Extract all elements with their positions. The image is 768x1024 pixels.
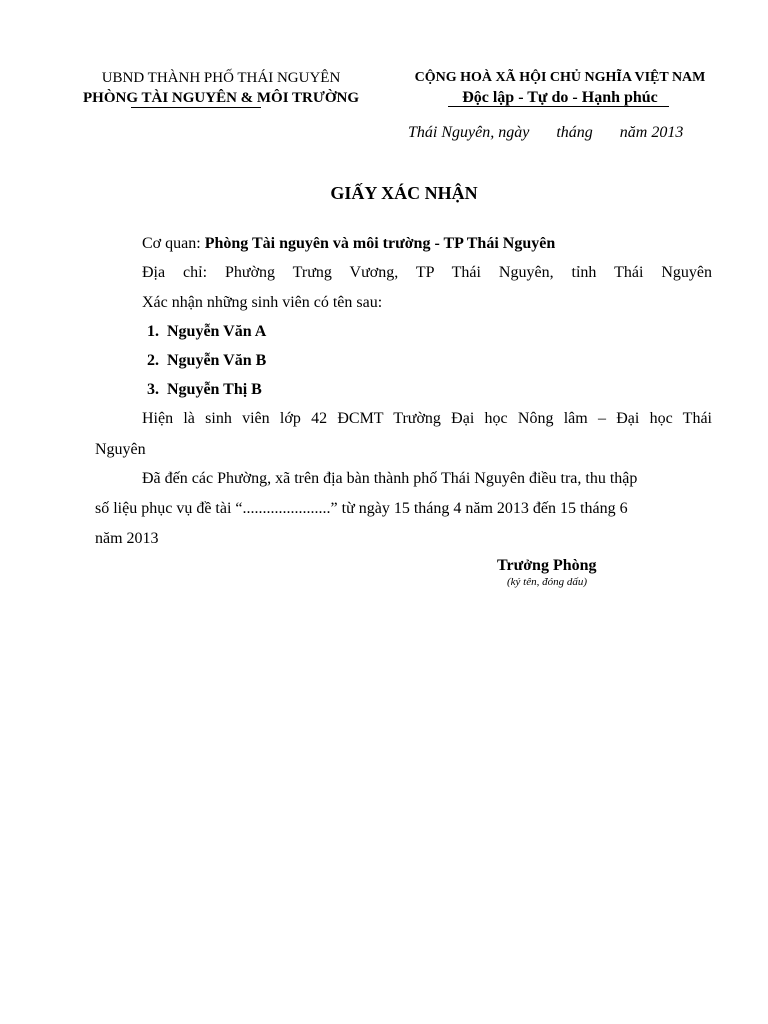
national-header xyxy=(394,68,726,108)
student-item-3 xyxy=(147,381,262,399)
document-title: GIẤY XÁC NHẬN xyxy=(330,183,478,203)
address-line: Địa chỉ: Phường Trưng Vương, TP Thái Nguyên, tỉnh Thái Nguyên xyxy=(142,264,712,281)
motto-underline xyxy=(448,106,669,107)
student-name: Nguyễn Thị B xyxy=(167,381,262,398)
student-number: 1. xyxy=(147,323,159,340)
student-item-1 xyxy=(147,323,266,341)
date-month-label: tháng xyxy=(556,124,593,141)
date-day-label: Thái Nguyên, ngày xyxy=(408,124,530,141)
student-number: 2. xyxy=(147,352,159,369)
survey-line-2: số liệu phục vụ đề tài “......................” từ ngày 15 tháng 4 năm 2013 đến 15 tháng 6 xyxy=(95,500,628,517)
date-year-label: năm 2013 xyxy=(619,124,684,141)
student-item-2 xyxy=(147,352,266,370)
issuer-department: PHÒNG TÀI NGUYÊN & MÔI TRƯỜNG xyxy=(83,90,359,106)
signer-title: Trưởng Phòng xyxy=(497,557,597,574)
agency-value: Phòng Tài nguyên và môi trường - TP Thái Nguyên xyxy=(204,235,556,252)
issuer-underline xyxy=(131,107,261,108)
signature-note: (ký tên, đóng dấu) xyxy=(507,576,588,588)
confirm-line: Xác nhận những sinh viên có tên sau: xyxy=(142,294,383,311)
survey-line-3: năm 2013 xyxy=(95,530,159,547)
national-motto: Độc lập - Tự do - Hạnh phúc xyxy=(462,89,658,106)
student-name: Nguyễn Văn A xyxy=(167,323,267,340)
class-line-1: Hiện là sinh viên lớp 42 ĐCMT Trường Đại học Nông lâm – Đại học Thái xyxy=(142,410,712,427)
national-name: CỘNG HOÀ XÃ HỘI CHỦ NGHĨA VIỆT NAM xyxy=(414,70,706,85)
agency-line xyxy=(142,234,555,254)
student-number: 3. xyxy=(147,381,159,398)
agency-label: Cơ quan: xyxy=(142,235,205,252)
class-line-2: Nguyên xyxy=(95,441,146,458)
issuer-header xyxy=(58,68,384,108)
issuer-city: UBND THÀNH PHỐ THÁI NGUYÊN xyxy=(101,70,341,86)
student-name: Nguyễn Văn B xyxy=(167,352,267,369)
survey-line-1: Đã đến các Phường, xã trên địa bàn thành phố Thái Nguyên điều tra, thu thập xyxy=(142,470,638,487)
date-line xyxy=(408,124,683,142)
